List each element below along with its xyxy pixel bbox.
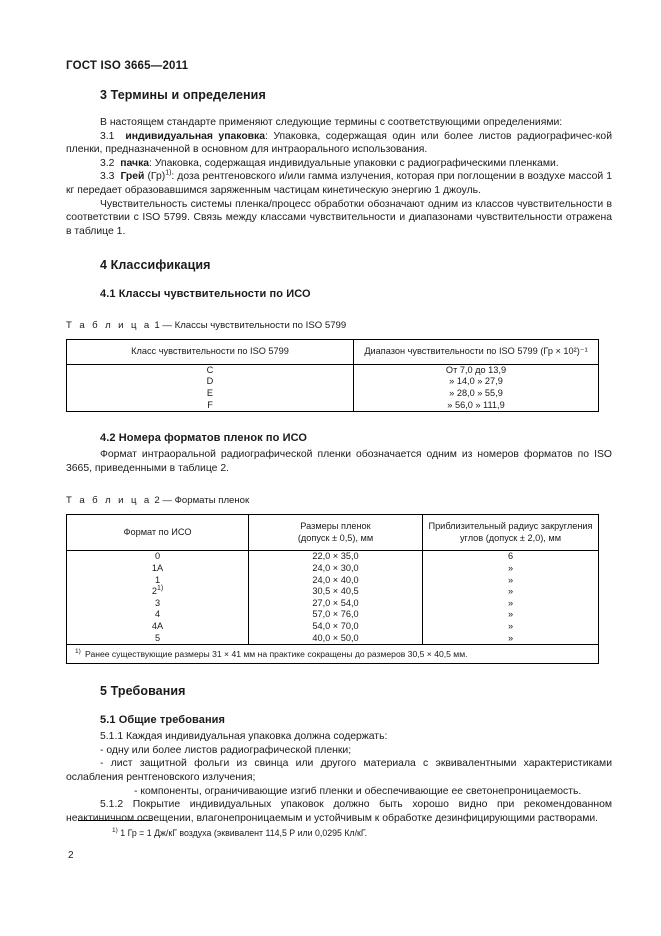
- running-header: ГОСТ ISO 3665—2011: [66, 60, 189, 72]
- table-row: C: [206, 364, 214, 375]
- page-content: [66, 88, 612, 825]
- table-row: »: [507, 609, 514, 620]
- table-2-radius-cell: [423, 551, 599, 645]
- table-2-caption-number: 2 —: [151, 495, 175, 507]
- term-3-3-number: 3.3: [100, 171, 115, 183]
- table-1-header-row: [67, 340, 599, 365]
- table-row: »: [507, 563, 514, 573]
- section-heading-4-2: 4.2 Номера форматов пленок по ИСО: [100, 432, 308, 445]
- table-2-caption: [66, 495, 612, 506]
- table-row: 6: [507, 551, 514, 562]
- table-2-footnote-cell: [67, 645, 599, 664]
- section-heading-5: 5 Требования: [100, 684, 186, 699]
- table-1-caption: [66, 320, 612, 331]
- table-2-header-radius-line1: Приблизительный радиус закругления: [428, 521, 593, 532]
- term-3-3-unit: (Гр): [144, 171, 166, 183]
- table-row: 57,0 × 76,0: [312, 609, 359, 620]
- section-heading-4-1: 4.1 Классы чувствительности по ИСО: [100, 288, 311, 301]
- section-heading-3: 3 Термины и определения: [100, 88, 266, 102]
- section-heading-5-1: 5.1 Общие требования: [100, 714, 226, 727]
- footnote-separator: [78, 820, 152, 821]
- table-2-format-cell: [67, 551, 249, 645]
- table-row: F: [207, 399, 213, 410]
- table-1-body-row: [67, 364, 599, 411]
- footnote-marker: 1): [165, 169, 172, 177]
- table-row: 30,5 × 40,5: [312, 586, 359, 597]
- table-1-caption-number: 1 —: [151, 320, 175, 332]
- table-1-caption-title: Классы чувствительности по ISO 5799: [174, 320, 347, 332]
- footnote-marker: 1): [156, 585, 164, 593]
- table-row: 4: [154, 609, 161, 620]
- footnote-marker: 1): [112, 827, 118, 834]
- table-row: »: [507, 574, 514, 585]
- table-row: 1: [154, 574, 161, 585]
- table-row: 24,0 × 40,0: [312, 574, 359, 585]
- table-2-footnote-text: Ранее существующие размеры 31 × 41 мм на практике сокращены до размеров 30,5 × 40,5 мм.: [85, 649, 468, 660]
- page-footnote-text: 1 Гр = 1 Дж/кГ воздуха (эквивалент 114,5 Р или 0,0295 Кл/кГ.: [120, 827, 368, 838]
- table-1-header-class: Класс чувствительности по ISO 5799: [67, 340, 354, 365]
- table-row: »: [507, 632, 514, 643]
- term-3-2-name: пачка: [120, 157, 150, 169]
- term-3-1-definition: : Упаковка, содержащая один или более листов радиографичес-кой пленки, предназначенной в основном для интраорального использования.: [66, 130, 613, 156]
- term-3-1-name: индивидуальная упаковка: [125, 130, 266, 142]
- table-1-class-cell: [67, 364, 354, 411]
- clause-5-1-2: 5.1.2 Покрытие индивидуальных упаковок должно быть хорошо видно при рекомендованном неактиничном освещении, влагонепроницаемым и устойчивым к обработке дезинфицирующими растворами.: [66, 799, 612, 824]
- table-2-header-size: [249, 515, 423, 551]
- table-row: 4А: [151, 620, 164, 631]
- table-row: 54,0 × 70,0: [312, 620, 359, 631]
- term-3-2-definition: : Упаковка, содержащая индивидуальные упаковки с радиографическими пленками.: [149, 157, 559, 169]
- table-2-caption-label: Т а б л и ц а: [66, 495, 152, 507]
- clause-5-1-1: 5.1.1 Каждая индивидуальная упаковка должна содержать:: [100, 731, 388, 743]
- section-heading-4: 4 Классификация: [100, 258, 211, 273]
- table-2-caption-title: Форматы пленок: [174, 495, 250, 507]
- table-row: [67, 586, 248, 598]
- table-row: 27,0 × 54,0: [312, 597, 359, 608]
- table-2-footnote-row: [67, 645, 599, 664]
- page-footnote: [112, 827, 367, 838]
- table-row: 1А: [151, 563, 164, 573]
- table-2-header-format: Формат по ИСО: [67, 515, 249, 551]
- section-3-intro: В настоящем стандарте применяют следующие термины с соответствующими определениями:: [100, 117, 563, 128]
- table-row: D: [206, 376, 214, 387]
- table-row: 5: [154, 632, 161, 643]
- table-2-header-row: [67, 515, 599, 551]
- footnote-marker: 1): [75, 648, 81, 656]
- section-4-2-body: Формат интраоральной радиографической пленки обозначается одним из номеров форматов по ISO 3665, приведенными в таблице 2.: [66, 449, 612, 474]
- table-1-caption-label: Т а б л и ц а: [66, 320, 152, 332]
- table-2-format-3: 2: [151, 586, 157, 597]
- table-row: »: [507, 620, 514, 631]
- term-3-3-name: Грей: [120, 171, 145, 183]
- table-1: [66, 339, 599, 412]
- clause-5-1-1-item-a: - одну или более листов радиографической пленки;: [100, 744, 352, 756]
- table-row: » 28,0 » 55,9: [449, 388, 503, 399]
- table-row: E: [206, 388, 214, 399]
- table-2-body-row: [67, 551, 599, 645]
- table-2-size-cell: [249, 551, 423, 645]
- table-row: » 56,0 » 111,9: [447, 399, 505, 410]
- table-2-header-radius: [423, 515, 599, 551]
- table-1-header-range: Диапазон чувствительности по ISO 5799 (Гр × 10²)⁻¹: [354, 340, 599, 365]
- table-2-header-size-line2: (допуск ± 0,5), мм: [297, 532, 374, 543]
- clause-5-1-1-item-b: - лист защитной фольги из свинца или другого материала с эквивалентными характеристиками ослабления рентгеновского излучения;: [66, 758, 612, 783]
- table-row: »: [507, 586, 514, 597]
- term-3-1: [66, 130, 612, 157]
- table-1-range-cell: [354, 364, 599, 411]
- term-3-2-number: 3.2: [100, 157, 115, 169]
- table-row: От 7,0 до 13,9: [445, 364, 507, 375]
- table-row: 40,0 × 50,0: [312, 632, 359, 643]
- table-row: 22,0 × 35,0: [312, 551, 359, 562]
- page-number: 2: [68, 850, 74, 861]
- table-row: » 14,0 » 27,9: [449, 376, 503, 387]
- table-row: 24,0 × 30,0: [312, 563, 359, 573]
- table-2-header-size-line1: Размеры пленок: [300, 521, 371, 532]
- table-2: [66, 514, 599, 664]
- clause-5-1-1-item-c: - компоненты, ограничивающие изгиб пленки и обеспечивающие ее светонепроницаемость.: [134, 785, 582, 797]
- table-row: »: [507, 597, 514, 608]
- table-row: 0: [154, 551, 161, 562]
- table-row: 3: [154, 597, 161, 608]
- term-3-1-number: 3.1: [100, 130, 115, 142]
- term-3-2: [66, 157, 612, 171]
- section-3-closing: Чувствительность системы пленка/процесс обработки обозначают одним из классов чувствительности в соответствии с ISO 5799. Связь между классами чувствительности и диапазонами чувствительности отражена в таблице 1.: [66, 198, 612, 237]
- term-3-3: [66, 170, 612, 197]
- term-3-3-definition: : доза рентгеновского и/или гамма излучения, которая при поглощении в воздухе массой 1 кг передает образовавшимся заряженным частицам кинетическую энергию 1 джоуль.: [66, 171, 612, 196]
- table-2-header-radius-line2: углов (допуск ± 2,0), мм: [459, 532, 562, 543]
